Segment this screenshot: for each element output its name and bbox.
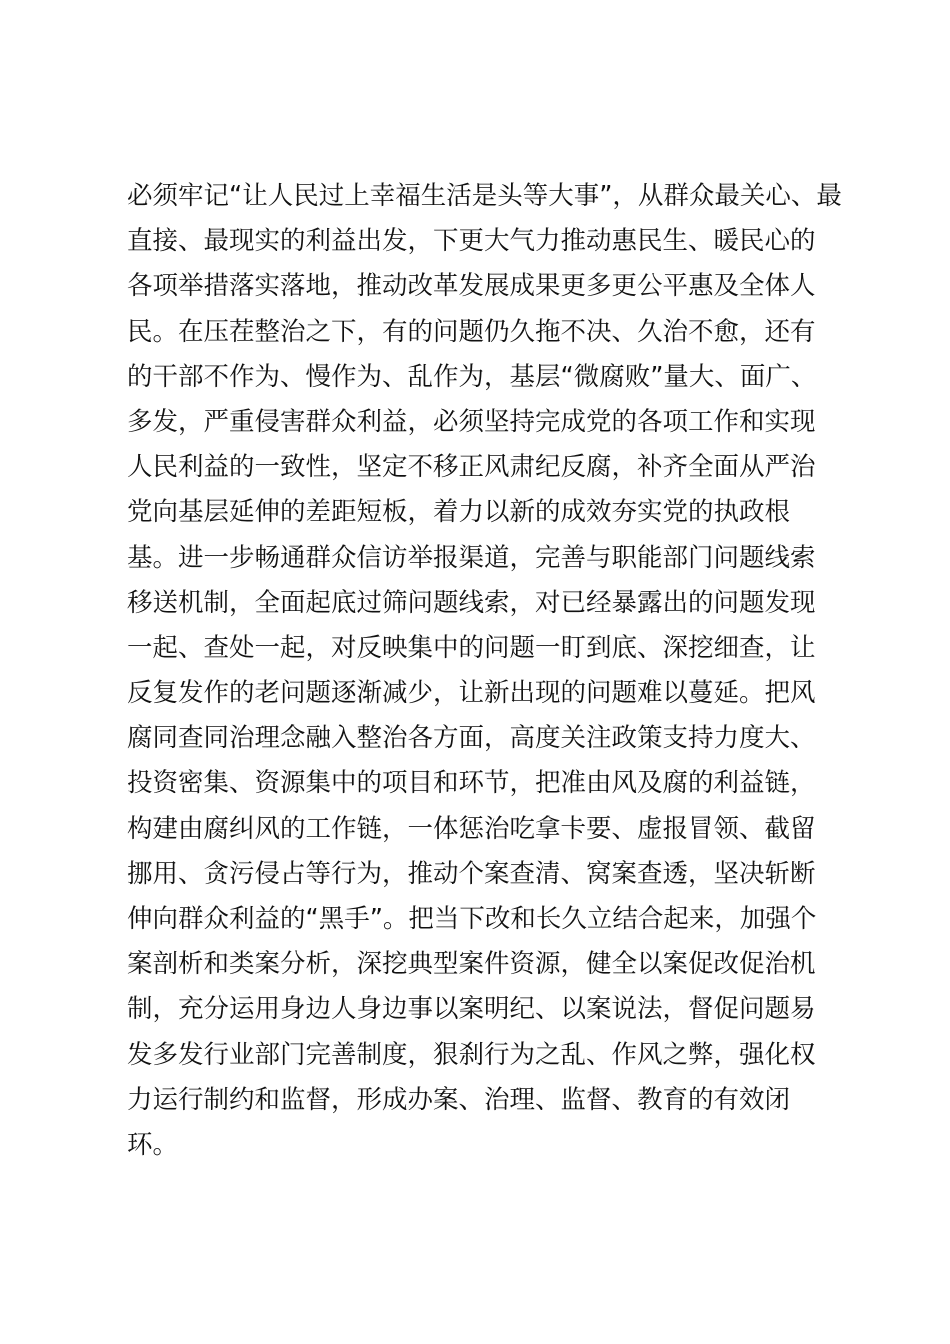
paragraph-line: 案剖析和类案分析，深挖典型案件资源，健全以案促改促治机	[127, 949, 816, 980]
paragraph-line: 各项举措落实落地，推动改革发展成果更多更公平惠及全体人	[127, 271, 816, 302]
paragraph-line: 人民利益的一致性，坚定不移正风肃纪反腐，补齐全面从严治	[127, 452, 816, 483]
paragraph-line: 多发，严重侵害群众利益，必须坚持完成党的各项工作和实现	[127, 406, 816, 437]
paragraph-line: 挪用、贪污侵占等行为，推动个案查清、窝案查透，坚决斩断	[127, 858, 816, 889]
paragraph-line: 腐同查同治理念融入整治各方面，高度关注政策支持力度大、	[127, 723, 816, 754]
paragraph-line: 必须牢记“让人民过上幸福生活是头等大事”，从群众最关心、最	[127, 181, 842, 211]
paragraph-line: 反复发作的老问题逐渐减少，让新出现的问题难以蔓延。把风	[127, 678, 816, 709]
paragraph-line: 民。在压茬整治之下，有的问题仍久拖不决、久治不愈，还有	[127, 316, 816, 347]
paragraph-line: 发多发行业部门完善制度，狠刹行为之乱、作风之弊，强化权	[127, 1039, 816, 1070]
paragraph-line: 制，充分运用身边人身边事以案明纪、以案说法，督促问题易	[127, 994, 816, 1025]
paragraph-line: 伸向群众利益的“黑手”。把当下改和长久立结合起来，加强个	[127, 904, 817, 934]
paragraph-line: 直接、最现实的利益出发，下更大气力推动惠民生、暖民心的	[127, 226, 816, 257]
paragraph-line: 环。	[127, 1129, 179, 1160]
paragraph-line: 一起、查处一起，对反映集中的问题一盯到底、深挖细查，让	[127, 632, 816, 663]
body-paragraph	[127, 174, 847, 1168]
paragraph-line: 的干部不作为、慢作为、乱作为，基层“微腐败”量大、面广、	[127, 361, 817, 392]
paragraph-line: 力运行制约和监督，形成办案、治理、监督、教育的有效闭	[127, 1084, 791, 1115]
paragraph-line: 投资密集、资源集中的项目和环节，把准由风及腐的利益链，	[127, 768, 816, 799]
paragraph-line: 构建由腐纠风的工作链，一体惩治吃拿卡要、虚报冒领、截留	[127, 813, 816, 844]
paragraph-line: 党向基层延伸的差距短板，着力以新的成效夯实党的执政根	[127, 497, 791, 528]
paragraph-line: 移送机制，全面起底过筛问题线索，对已经暴露出的问题发现	[127, 587, 816, 618]
paragraph-line: 基。进一步畅通群众信访举报渠道，完善与职能部门问题线索	[127, 542, 816, 573]
